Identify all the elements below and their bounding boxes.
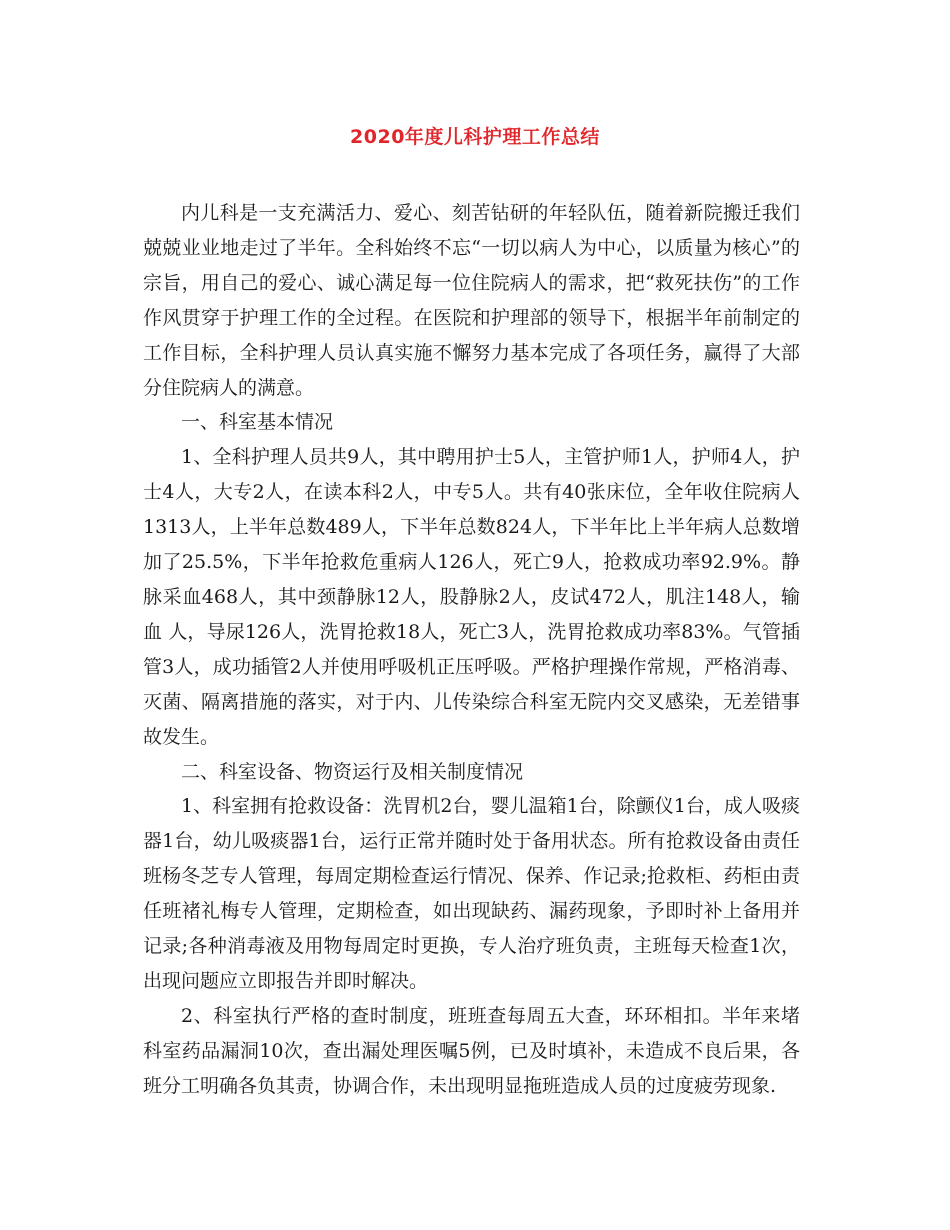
document-title: 2020年度儿科护理工作总结 xyxy=(350,126,600,148)
section-heading-basic-info: 一、科室基本情况 xyxy=(181,411,334,434)
paragraph-inspection-system: 2、科室执行严格的查时制度，班班查每周五大查，环环相扣。半年来堵科室药品漏洞10次，查出漏处理医嘱5例，已及时填补，未造成不良后果，各班分工明确各负其责，协调合作，未出现明显拖班造成人员的过度疲劳现象. xyxy=(143,1004,800,1097)
section-heading-equipment: 二、科室设备、物资运行及相关制度情况 xyxy=(181,760,524,783)
paragraph-equipment: 1、科室拥有抢救设备：洗胃机2台，婴儿温箱1台，除颤仪1台，成人吸痰器1台，幼儿吸痰器1台，运行正常并随时处于备用状态。所有抢救设备由责任班杨冬芝专人管理，每周定期检查运行情况、保养、作记录;抢救柜、药柜由责任班褚礼梅专人管理，定期检查，如出现缺药、漏药现象，予即时补上备用并记录;各种消毒液及用物每周定时更换，专人治疗班负责，主班每天检查1次，出现问题应立即报告并即时解决。 xyxy=(143,795,800,992)
document-body xyxy=(143,196,800,1104)
paragraph-staff-statistics: 1、全科护理人员共9人，其中聘用护士5人，主管护师1人，护师4人，护士4人，大专2人，在读本科2人，中专5人。共有40张床位，全年收住院病人1313人，上半年总数489人，下半年总数824人，下半年比上半年病人总数增加了25.5%，下半年抢救危重病人126人，死亡9人，抢救成功率92.9%。静脉采血468人，其中颈静脉12人，股静脉2人，皮试472人，肌注148人，输血 人，导尿126人，洗胃抢救18人，死亡3人，洗胃抢救成功率83%。气管插管3人，成功插管2人并使用呼吸机正压呼吸。严格护理操作常规，严格消毒、灭菌、隔离措施的落实，对于内、儿传染综合科室无院内交叉感染，无差错事故发生。 xyxy=(143,446,800,748)
paragraph-intro: 内儿科是一支充满活力、爱心、刻苦钻研的年轻队伍，随着新院搬迁我们兢兢业业地走过了半年。全科始终不忘“一切以病人为中心，以质量为核心”的宗旨，用自己的爱心、诚心满足每一位住院病人的需求，把“救死扶伤”的工作作风贯穿于护理工作的全过程。在医院和护理部的领导下，根据半年前制定的工作目标，全科护理人员认真实施不懈努力基本完成了各项任务，赢得了大部分住院病人的满意。 xyxy=(143,202,800,399)
